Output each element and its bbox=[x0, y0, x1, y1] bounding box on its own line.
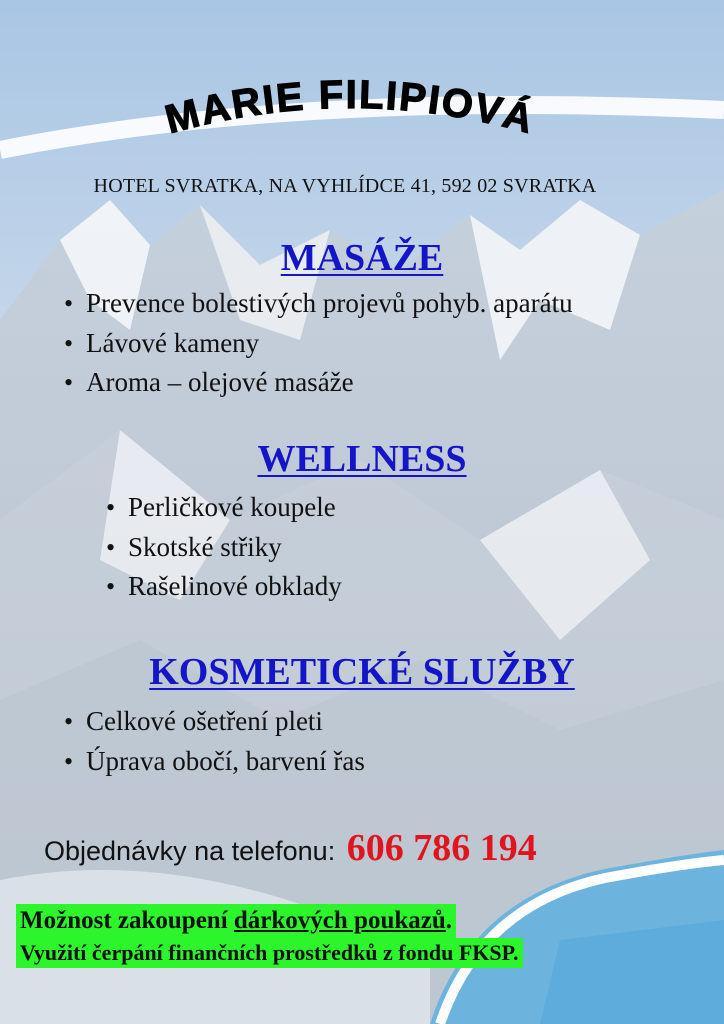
list-wellness bbox=[106, 488, 342, 607]
list-item: • Rašelinové obklady bbox=[106, 567, 342, 607]
promo-line-1-suffix: . bbox=[445, 907, 453, 934]
promo-line-1 bbox=[16, 904, 456, 938]
heading-masaze: MASÁŽE bbox=[280, 237, 444, 279]
order-label: Objednávky na telefonu: bbox=[44, 836, 336, 866]
list-item: • Perličkové koupele bbox=[106, 488, 342, 528]
list-item: • Úprava obočí, barvení řas bbox=[64, 742, 365, 782]
list-masaze bbox=[64, 284, 573, 403]
address-line: HOTEL SVRATKA, NA VYHLÍDCE 41, 592 02 SVRATKA bbox=[93, 175, 597, 197]
promo-block bbox=[16, 904, 696, 968]
svg-text:MARIE FILIPIOVÁ bbox=[161, 73, 540, 142]
promo-line-2: Využití čerpání finančních prostředků z fondu FKSP. bbox=[16, 938, 523, 968]
name-title-text: MARIE FILIPIOVÁ bbox=[160, 72, 540, 143]
list-item: • Aroma – olejové masáže bbox=[64, 363, 573, 403]
heading-wellness: WELLNESS bbox=[257, 438, 467, 480]
list-item: • Lávové kameny bbox=[64, 324, 573, 364]
order-line bbox=[44, 826, 537, 870]
gift-vouchers-text: dárkových poukazů bbox=[233, 907, 446, 934]
list-kosmeticke-sluzby bbox=[64, 702, 365, 781]
list-item: • Skotské střiky bbox=[106, 528, 342, 568]
phone-number: 606 786 194 bbox=[346, 827, 537, 869]
list-item: • Celkové ošetření pleti bbox=[64, 702, 365, 742]
promo-line-1-prefix: Možnost zakoupení bbox=[20, 907, 234, 934]
name-title-wordart bbox=[110, 70, 590, 160]
list-item: • Prevence bolestivých projevů pohyb. aparátu bbox=[64, 284, 573, 324]
heading-kosmeticke-sluzby: KOSMETICKÉ SLUŽBY bbox=[149, 651, 575, 693]
